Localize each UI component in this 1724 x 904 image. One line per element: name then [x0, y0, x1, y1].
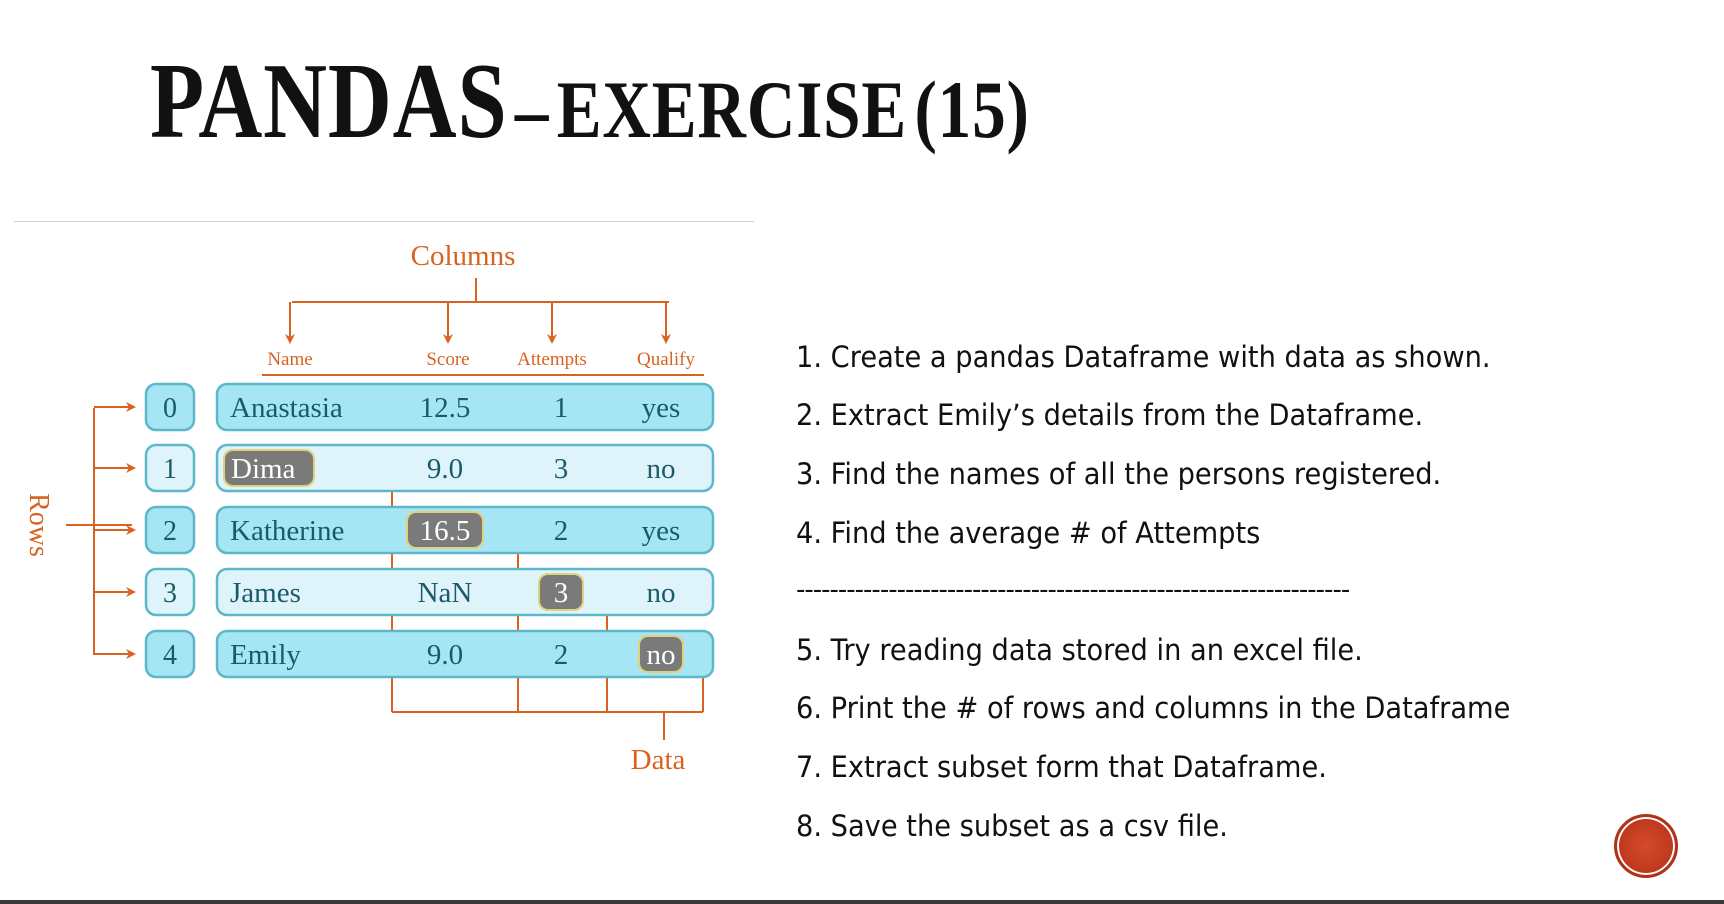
- task-item-4: 4. Find the average # of Attempts: [796, 516, 1261, 550]
- index-label: 1: [163, 454, 177, 485]
- bottom-bar: [0, 900, 1724, 904]
- title-exercise: EXERCISE: [556, 64, 908, 155]
- task-item-7: 7. Extract subset form that Dataframe.: [796, 750, 1327, 784]
- cell-value: Emily: [230, 639, 301, 671]
- next-slide-button[interactable]: [1614, 814, 1678, 878]
- cell-value: no: [646, 577, 676, 609]
- cell-value: no: [646, 639, 676, 671]
- data-connector-1: [500, 532, 518, 712]
- data-label: Data: [630, 744, 686, 776]
- task-separator: ------------------------------------------------------------------: [796, 575, 1350, 605]
- table-row: [146, 507, 713, 553]
- cell-value: Katherine: [230, 515, 345, 547]
- cell-value: 12.5: [419, 392, 471, 424]
- cell-value: Dima: [231, 453, 296, 485]
- rows-label: Rows: [23, 493, 54, 557]
- task-item-1: 1. Create a pandas Dataframe with data as shown.: [796, 340, 1491, 374]
- table-row: [146, 384, 713, 430]
- index-label: 3: [163, 578, 177, 609]
- cell-value: 3: [553, 453, 569, 485]
- title-pandas: PANDAS: [150, 42, 508, 161]
- cell-value: 2: [553, 515, 569, 547]
- cell-value: 3: [553, 577, 569, 609]
- cell-value: 9.0: [426, 639, 464, 671]
- cell-value: no: [646, 453, 676, 485]
- cell-value: NaN: [417, 577, 473, 609]
- index-label: 2: [163, 516, 177, 547]
- header-attempts: Attempts: [517, 349, 587, 370]
- header-name: Name: [267, 349, 313, 370]
- diagram-rows: [146, 384, 713, 677]
- cell-value: yes: [641, 515, 681, 547]
- cell-value: Anastasia: [230, 392, 343, 424]
- table-row: [146, 569, 713, 615]
- task-item-3: 3. Find the names of all the persons registered.: [796, 457, 1442, 491]
- header-qualify: Qualify: [636, 349, 696, 370]
- task-item-8: 8. Save the subset as a csv file.: [796, 809, 1228, 843]
- cell-value: 16.5: [419, 515, 471, 547]
- table-row: [146, 445, 713, 491]
- task-item-5: 5. Try reading data stored in an excel file.: [796, 633, 1363, 667]
- title-divider: [14, 221, 754, 222]
- task-item-2: 2. Extract Emily’s details from the Dataframe.: [796, 398, 1424, 432]
- cell-value: 1: [553, 392, 569, 424]
- page-title: [150, 42, 1030, 161]
- cell-value: 9.0: [426, 453, 464, 485]
- index-label: 4: [163, 640, 177, 671]
- columns-label: Columns: [410, 240, 516, 272]
- dataframe-diagram: [0, 230, 740, 790]
- cell-value: James: [230, 577, 301, 609]
- cell-value: 2: [553, 639, 569, 671]
- table-row: [146, 631, 713, 677]
- index-label: 0: [163, 393, 177, 424]
- title-number: (15): [914, 64, 1030, 155]
- title-dash: –: [514, 64, 550, 155]
- header-score: Score: [426, 349, 470, 370]
- task-item-6: 6. Print the # of rows and columns in the Dataframe: [796, 691, 1511, 725]
- cell-value: yes: [641, 392, 681, 424]
